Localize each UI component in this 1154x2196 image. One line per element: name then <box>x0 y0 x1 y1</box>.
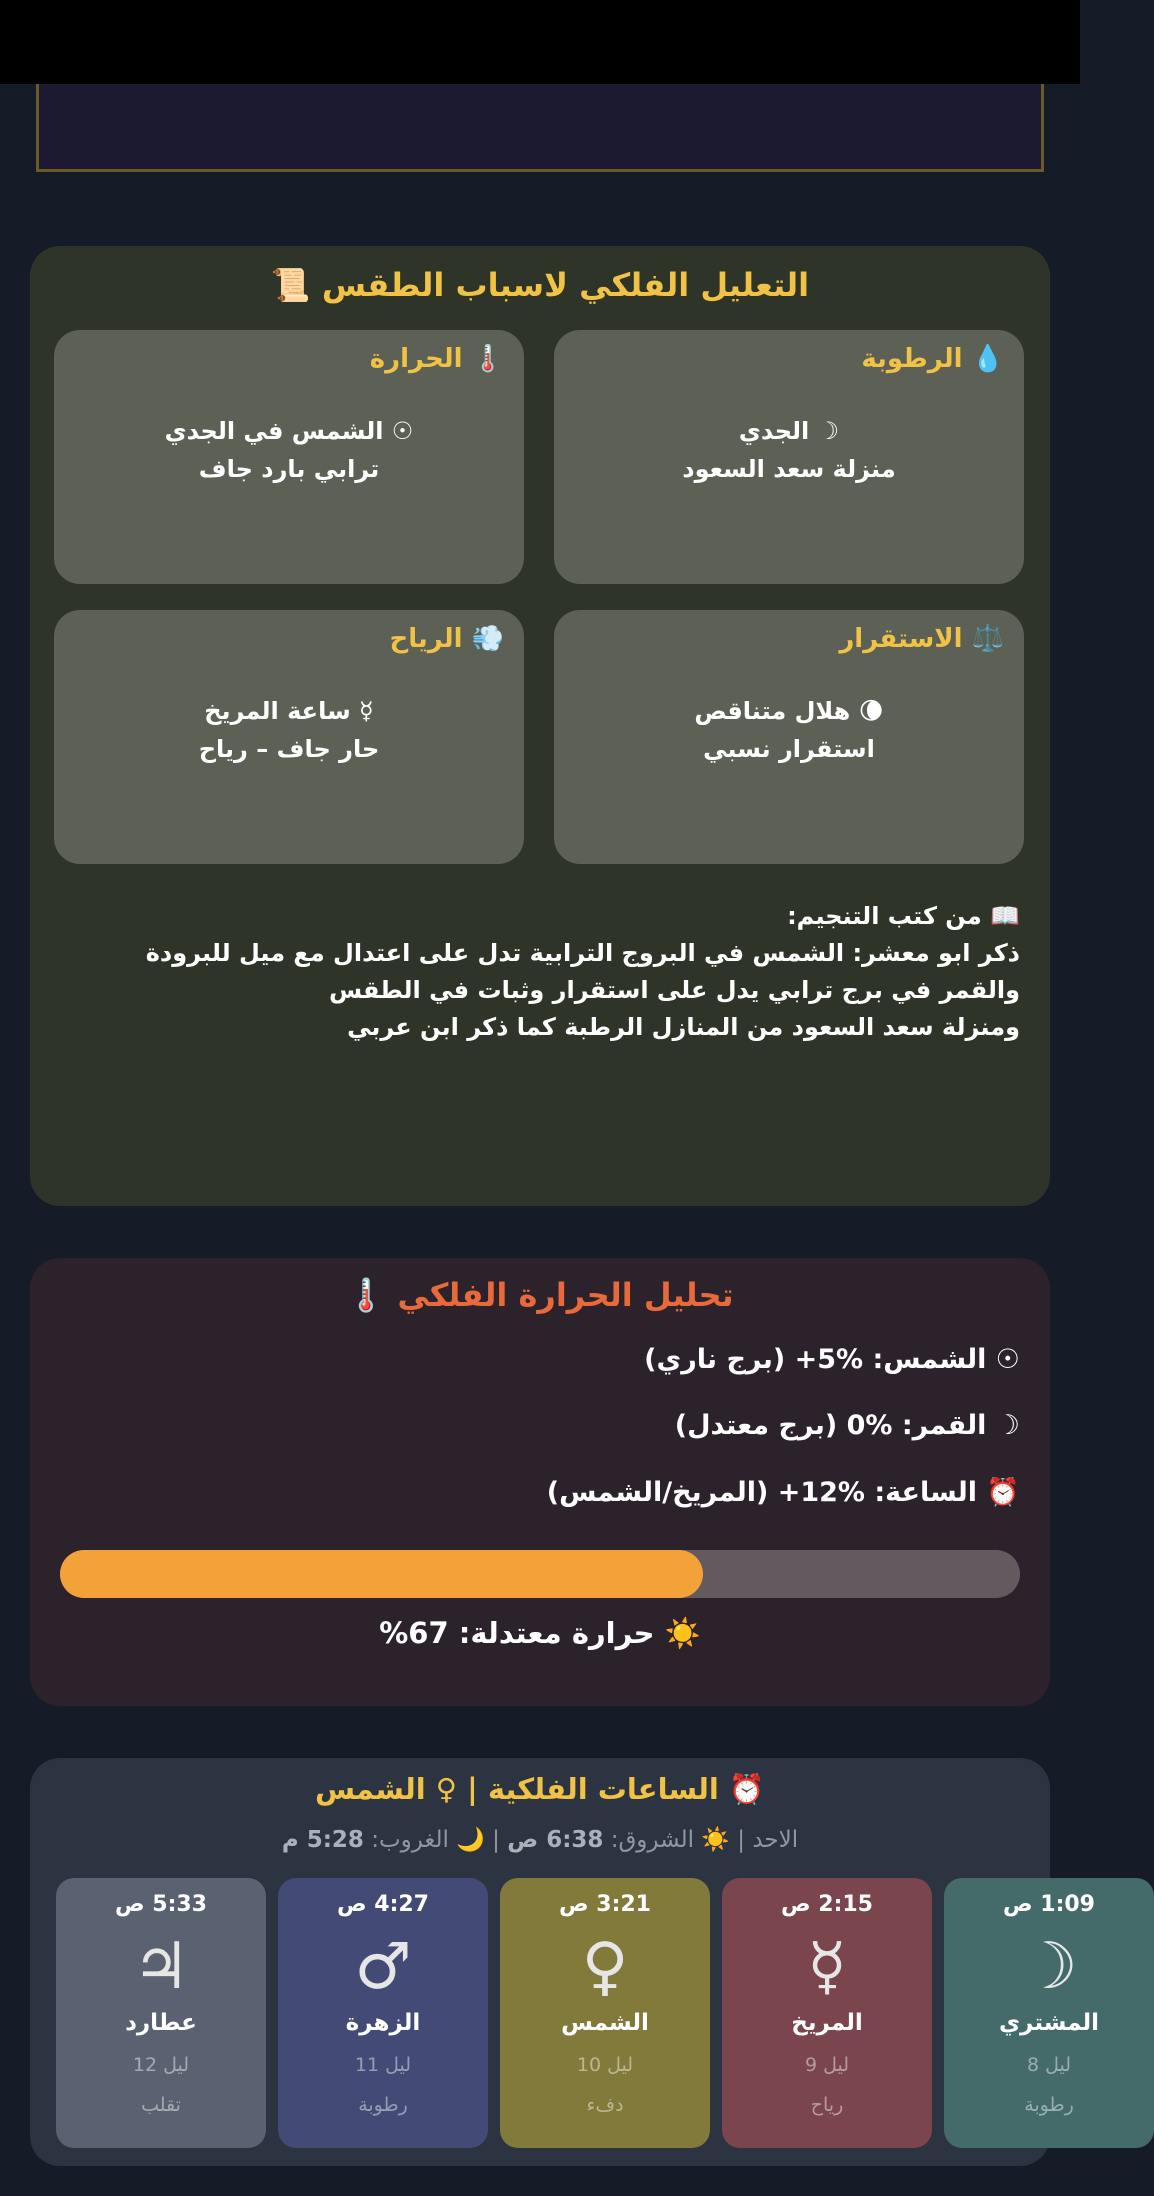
hour-card-note: تقلب <box>141 2094 181 2116</box>
hour-card-planet: المريخ <box>791 2010 863 2036</box>
hour-heat-value: +12% <box>777 1477 865 1508</box>
hour-card-number: ليل 12 <box>132 2054 190 2076</box>
planetary-hours-strip[interactable] <box>56 1878 1100 2148</box>
hour-card[interactable] <box>56 1878 266 2148</box>
temperature-card <box>54 330 524 584</box>
sunrise-time: 6:38 ص <box>507 1827 604 1853</box>
hour-card-note: رياح <box>810 2094 844 2116</box>
hour-card-time: 2:15 ص <box>781 1892 873 1917</box>
sunset-label: 🌙 الغروب: <box>363 1827 485 1853</box>
heat-summary-label: ☀️ حرارة معتدلة: <box>448 1616 701 1650</box>
astro-weather-analysis-section <box>30 246 1050 1206</box>
heat-summary <box>30 1616 1050 1651</box>
planet-symbol-icon: ♀ <box>581 1930 629 2004</box>
hour-card-time: 3:21 ص <box>559 1892 651 1917</box>
heat-analysis-section <box>30 1258 1050 1706</box>
sun-times-line: الاحد | ☀️ الشروق: 6:38 ص | 🌙 الغروب: 5:28 م <box>281 1827 799 1853</box>
hour-card-number: ليل 11 <box>354 2054 412 2076</box>
planetary-hours-title: ⏰ الساعات الفلكية | ♀ الشمس <box>314 1772 766 1806</box>
planetary-hours-section <box>30 1758 1100 2166</box>
stability-card <box>554 610 1024 864</box>
temperature-card-title: 🌡️ الحرارة <box>369 344 504 374</box>
hour-card-note: رطوبة <box>358 2094 408 2116</box>
hour-card-note: رطوبة <box>1024 2094 1074 2116</box>
planet-symbol-icon: ♃ <box>132 1930 190 2004</box>
top-panel <box>36 84 1044 172</box>
temperature-card-line2: ترابي بارد جاف <box>198 455 380 483</box>
wind-card-title: 💨 الرياح <box>389 624 504 654</box>
moon-heat-note: (برج معتدل) <box>674 1410 847 1441</box>
planet-symbol-icon: ☿ <box>807 1930 847 2004</box>
stability-card-title: ⚖️ الاستقرار <box>839 624 1004 654</box>
status-bar <box>0 0 1080 84</box>
hour-card[interactable] <box>722 1878 932 2148</box>
astrology-books-quote <box>120 898 1020 1046</box>
moon-heat-label: ☽ القمر: <box>892 1410 1020 1441</box>
heat-progress-bar <box>60 1550 1020 1598</box>
sun-heat-note: (برج ناري) <box>644 1344 795 1375</box>
sunrise-label: ☀️ الشروق: <box>603 1827 730 1853</box>
humidity-card-title: 💧 الرطوبة <box>861 344 1004 374</box>
hour-card-planet: الزهرة <box>345 2010 421 2036</box>
hour-card-time: 4:27 ص <box>337 1892 429 1917</box>
quote-line: والقمر في برج ترابي يدل على استقرار وثبات في الطقس <box>328 976 1020 1004</box>
day-name: الاحد <box>752 1827 799 1853</box>
quote-line: ذكر ابو معشر: الشمس في البروج الترابية تدل على اعتدال مع ميل للبرودة <box>145 939 1020 967</box>
wind-card-line1: ☿ ساعة المريخ <box>204 697 374 725</box>
hour-heat-line <box>547 1476 1020 1508</box>
analysis-title: 📜 التعليل الفلكي لاسباب الطقس <box>270 266 810 304</box>
heat-analysis-title: 🌡️ تحليل الحرارة الفلكي <box>346 1276 734 1314</box>
hour-card[interactable] <box>500 1878 710 2148</box>
hour-card-planet: الشمس <box>561 2010 649 2036</box>
hour-heat-label: ⏰ الساعة: <box>864 1477 1020 1508</box>
hour-heat-note: (المريخ/الشمس) <box>546 1477 778 1508</box>
wind-card-line2: حار جاف – رياح <box>198 735 380 763</box>
heat-summary-value: 67% <box>379 1616 449 1650</box>
heat-progress-fill <box>60 1550 703 1598</box>
hour-card[interactable] <box>278 1878 488 2148</box>
sunset-time: 5:28 م <box>281 1827 364 1853</box>
moon-heat-line <box>675 1410 1020 1441</box>
hour-card-number: ليل 8 <box>1026 2054 1072 2076</box>
wind-card <box>54 610 524 864</box>
sun-heat-line <box>644 1344 1020 1375</box>
stability-card-line1: 🌘 هلال متناقص <box>694 697 884 725</box>
sun-heat-value: +5% <box>794 1344 864 1375</box>
sun-heat-label: ☉ الشمس: <box>863 1344 1020 1375</box>
stability-card-line2: استقرار نسبي <box>703 735 875 763</box>
hour-card-note: دفء <box>586 2094 624 2116</box>
humidity-card-line1: ☽ الجدي <box>738 417 840 445</box>
hour-card-number: ليل 9 <box>804 2054 850 2076</box>
hour-card[interactable] <box>944 1878 1154 2148</box>
quote-heading: 📖 من كتب التنجيم: <box>787 902 1020 930</box>
moon-heat-value: 0% <box>846 1410 893 1441</box>
hour-card-planet: المشتري <box>998 2010 1100 2036</box>
temperature-card-line1: ☉ الشمس في الجدي <box>164 417 414 445</box>
hour-card-number: ليل 10 <box>576 2054 634 2076</box>
planet-symbol-icon: ♂ <box>354 1930 412 2004</box>
humidity-card <box>554 330 1024 584</box>
hour-card-time: 1:09 ص <box>1003 1892 1095 1917</box>
hour-card-time: 5:33 ص <box>115 1892 207 1917</box>
quote-line: ومنزلة سعد السعود من المنازل الرطبة كما ذكر ابن عربي <box>347 1013 1020 1041</box>
hour-card-planet: عطارد <box>125 2010 197 2036</box>
humidity-card-line2: منزلة سعد السعود <box>682 455 896 483</box>
planet-symbol-icon: ☽ <box>1020 1930 1078 2004</box>
